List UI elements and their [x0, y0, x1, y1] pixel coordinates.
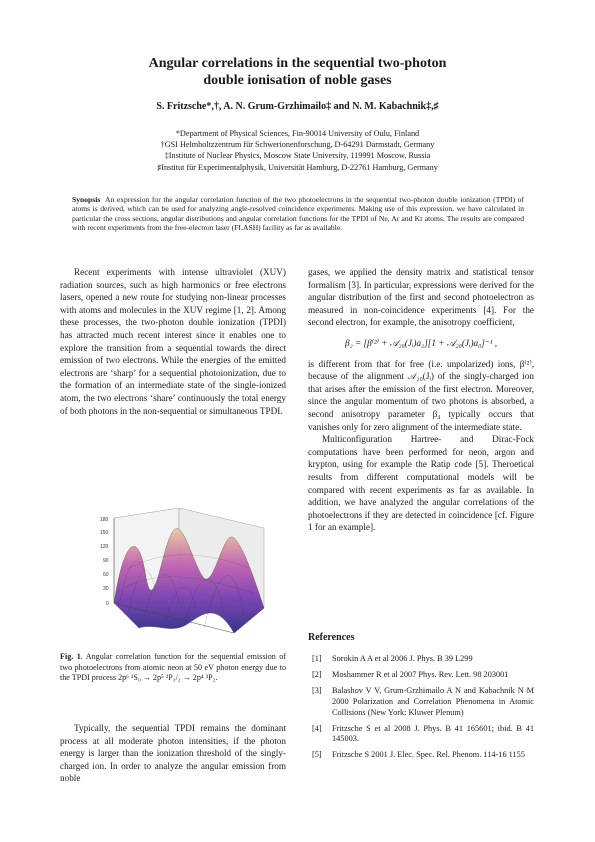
affiliation-gsi: †GSI Helmholtzzentrum für Schwerionenforschung, D-64291 Darmstadt, Germany [160, 140, 435, 150]
anisotropy-formula: β₂ = [β⁽²⁾ + 𝒜₂₀(Jᵢ)a₂][1 + 𝒜₂₀(Jᵢ)a₀]⁻¹ , [344, 337, 498, 348]
reference-text: Sorokin A A et al 2006 J. Phys. B 39 L299 [332, 654, 473, 663]
figure-caption [60, 652, 286, 684]
synopsis [72, 195, 524, 233]
axis-tick-120: 120 [100, 544, 109, 550]
figure-caption-text: . Angular correlation function for the sequential emission of two photoelectrons from atomic neon at 50 eV photon energy due to the TPDI process 2p⁶ ¹S₀ → 2p⁵ ²P₃/₂ → 2p⁴ ³P₂. [60, 652, 286, 683]
affiliation-moscow: ‡Institute of Nuclear Physics, Moscow State University, 119991 Moscow, Russia [164, 151, 431, 161]
reference-number: [1] [312, 654, 322, 663]
reference-number: [3] [312, 685, 322, 695]
reference-text: Balashov V V, Grum-Grzhimailo A N and Kabachnik N M 2000 Polarization and Correlation Phenomena in Atomic Collisions (New York: Kluwer Plenum) [332, 685, 534, 717]
author-list: S. Fritzsche*,†, A. N. Grum-Grzhimailo‡ and N. M. Kabachnik‡,♯ [156, 101, 439, 112]
intro-paragraph: Recent experiments with intense ultraviolet (XUV) radiation sources, such as high harmonics or free electrons lasers, opened a new route for studying non-linear processes with atoms and molecules in the XUV regime [1, 2]. Among these processes, the two-photon double ionization (TPDI) has attracted much recent interest since it enables one to explore the transition from a sequential towards the direct emission of two electrons. While the energies of the emitted electrons are ‘sharp’ for a sequential photoionization, due to the formation of an intermediate state of the single-ionized atom, the two electrons ‘share’ continuously the total energy of both photons in the non-sequential or simultaneous TPDI. [60, 267, 286, 416]
synopsis-label: Synopsis [72, 195, 101, 204]
title-line-2: double ionisation of noble gases [203, 73, 392, 88]
axis-tick-180: 180 [100, 517, 109, 523]
title-line-1: Angular correlations in the sequential two-photon [148, 56, 447, 71]
left-column [60, 266, 286, 417]
affiliation-hamburg: ♯Institut für Experimentalphysik, Universität Hamburg, D-22761 Hamburg, Germany [157, 162, 438, 172]
axis-tick-90: 90 [103, 558, 109, 564]
synopsis-text: An expression for the angular correlation function of the two photoelectrons in the sequential two-photon double ionization (TPDI) of atoms is derived, which can be used for analyzing angle-resolved coincidence experiments. Making use of this expression, we have calculated in particular the cross sections, angular distributions and angular correlation functions for the TPDI of Ne, Ar and Kr atoms. The results are compared with recent experiments from the free-electron laser (FLASH) facility as far as available. [72, 195, 524, 233]
right-column [308, 266, 534, 534]
reference-item [308, 724, 534, 746]
axis-tick-60: 60 [103, 572, 109, 578]
sequential-tpdi-paragraph: Typically, the sequential TPDI remains the dominant process at all moderate photon intensities, if the photon energy is larger than the ionization threshold of the singly-charged ion. In order to analyze the angular emission from noble [60, 723, 286, 784]
reference-item [308, 750, 534, 761]
paper-title [0, 55, 595, 89]
computations-paragraph: Multiconfiguration Hartree- and Dirac-Fock computations have been performed for neon, argon and krypton, using for example the Ratip code [5]. Theroetical results from different computational models will be compared with recent experiments as far as available. In addition, we have analyzed the angular correlations of the photoelectrons if they are detected in coincidence [cf. Figure 1 for an example]. [308, 434, 534, 533]
alignment-paragraph: is different from that for free (i.e. unpolarized) ions, β⁽²⁾, because of the alignment 𝒜₂₀(Jᵢ) of the singly-charged ion that arises after the emission of the first electron. Moreover, since the angular momentum of two photons is absorbed, a second anisotropy parameter β₄ typically occurs that vanishes only for zero alignment of the intermediate state. [308, 358, 534, 432]
reference-text: Fritzsche S et al 2008 J. Phys. B 41 165601; ibid. B 41 145003. [332, 723, 534, 744]
reference-number: [5] [312, 750, 322, 760]
references-heading: References [308, 632, 355, 643]
reference-number: [4] [312, 723, 322, 733]
axis-tick-30: 30 [103, 586, 109, 592]
reference-item [308, 670, 534, 681]
axis-tick-150: 150 [100, 530, 109, 536]
affiliation-oulu: *Department of Physical Sciences, Fin-90014 University of Oulu, Finland [175, 129, 420, 138]
reference-number: [2] [312, 669, 322, 679]
reference-item [308, 686, 534, 719]
reference-list [308, 654, 534, 766]
density-matrix-paragraph: gases, we applied the density matrix and statistical tensor formalism [3]. In particular, expressions were derived for the angular distribution of the first and second photoelectron as measured in non-coincidence experiments [4]. For the second electron, for example, the anisotropy coefficient, [308, 267, 534, 328]
reference-text: Fritzsche S 2001 J. Elec. Spec. Rel. Phenom. 114-16 1155 [332, 750, 525, 760]
reference-text: Moshammer R et al 2007 Phys. Rev. Lett. 98 203001 [332, 669, 509, 679]
figure-caption-label: Fig. 1 [60, 652, 81, 661]
left-column-continuation [60, 722, 286, 785]
axis-tick-0: 0 [106, 601, 109, 607]
reference-item [308, 654, 534, 665]
affiliation-list [0, 128, 595, 173]
angular-correlation-figure [84, 508, 274, 643]
